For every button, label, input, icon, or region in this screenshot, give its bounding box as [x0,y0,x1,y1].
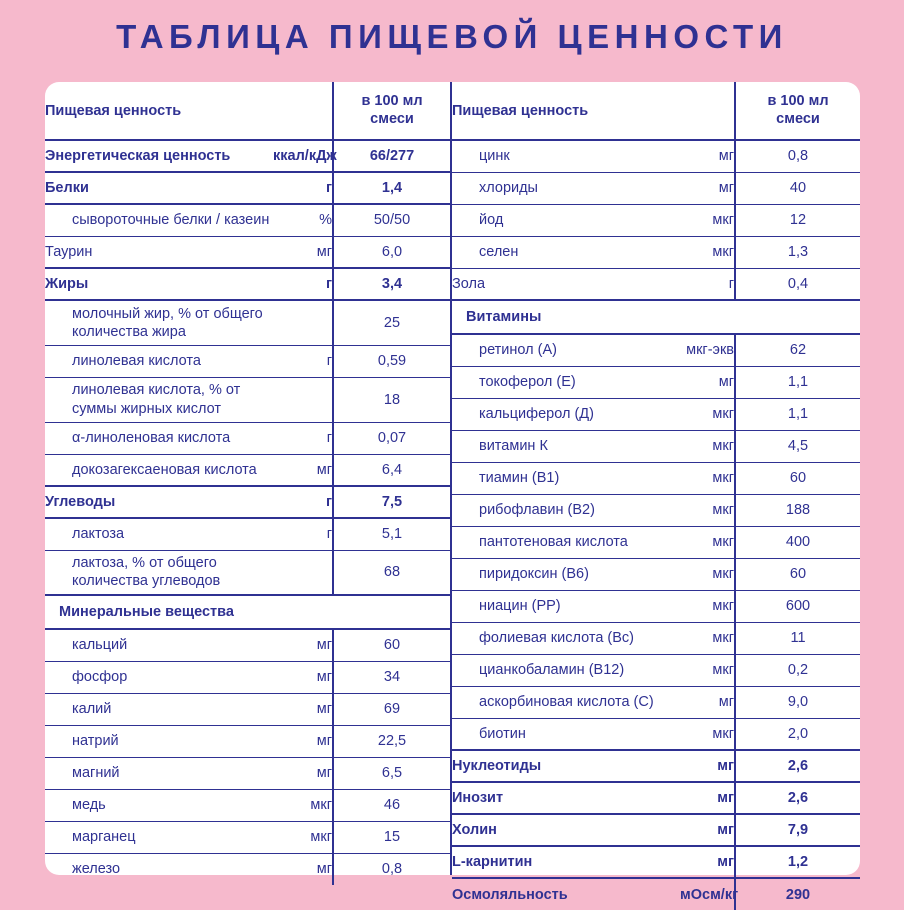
row-name-cell: α-линоленовая кислота [45,422,273,454]
row-name-cell: лактоза [45,518,273,550]
row-name-cell: цианкобаламин (В12) [452,654,680,686]
row-unit-cell: г [273,172,333,204]
row-unit-cell: мг [273,661,333,693]
row-unit-cell: мОсм/кг [680,886,739,903]
row-unit-cell: мг [273,454,333,486]
row-name-cell: цинк [452,140,680,172]
row-name-cell: докозагексаеновая кислота [45,454,273,486]
row-name-cell: сывороточные белки / казеин [45,204,273,236]
row-unit-cell: мкг [680,398,735,430]
row-value-cell: 7,9 [735,814,860,846]
row-unit-cell: мкг [680,204,735,236]
row-value-cell: 66/277 [333,140,450,172]
table-row [45,422,450,454]
row-unit-cell: мкг [680,462,735,494]
row-value-cell: 0,8 [735,140,860,172]
row-value-cell: 11 [735,622,860,654]
table-row [452,236,860,268]
row-value-cell: 25 [333,300,450,345]
row-value-cell: 1,1 [735,366,860,398]
row-unit-cell: мкг [680,526,735,558]
row-value-cell: 1,1 [735,398,860,430]
row-name-cell: фолиевая кислота (Вс) [452,622,680,654]
row-name-cell: натрий [45,725,273,757]
header-name-cell: Пищевая ценность [452,102,589,119]
table-row [45,550,450,595]
table-row [45,454,450,486]
section-header-row [452,300,860,334]
row-value-cell: 6,4 [333,454,450,486]
row-value-cell: 15 [333,821,450,853]
right-table-body [452,82,860,910]
row-name-cell: Нуклеотиды [452,750,680,782]
row-value-cell: 60 [333,629,450,661]
row-unit-cell: г [273,345,333,377]
left-table-column [45,82,450,878]
row-name-cell: Инозит [452,782,680,814]
row-unit-cell: мг [680,686,735,718]
header-name-cell: Пищевая ценность [45,102,182,119]
row-value-cell: 290 [735,878,860,910]
row-value-cell: 18 [333,377,450,422]
row-name-cell: марганец [45,821,273,853]
row-name-cell: ниацин (РР) [452,590,680,622]
row-value-cell: 400 [735,526,860,558]
row-unit-cell: мг [273,757,333,789]
row-value-cell: 5,1 [333,518,450,550]
table-row [45,518,450,550]
table-row [452,268,860,300]
row-name-cell: кальциферол (Д) [452,398,680,430]
table-row [45,345,450,377]
row-value-cell: 0,8 [333,853,450,885]
right-nutrition-table [452,82,860,910]
row-value-cell: 9,0 [735,686,860,718]
row-name-cell: рибофлавин (В2) [452,494,680,526]
table-row [452,172,860,204]
row-unit-cell: г [273,518,333,550]
row-unit-cell: мг [680,814,735,846]
row-name-cell: фосфор [45,661,273,693]
row-unit-cell [273,300,333,345]
row-value-cell: 60 [735,558,860,590]
table-row [452,462,860,494]
table-row [452,718,860,750]
row-unit-cell: ккал/кДж [273,140,333,172]
header-value-line2: смеси [370,110,414,127]
row-name-cell: L-карнитин [452,846,680,878]
row-unit-cell: мг [273,629,333,661]
row-unit-cell: мкг [273,821,333,853]
row-name-cell: ретинол (А) [452,334,680,366]
table-row [452,558,860,590]
row-name-cell: биотин [452,718,680,750]
table-header-row [45,82,450,140]
table-row [452,430,860,462]
row-value-cell: 600 [735,590,860,622]
row-name-cell: Холин [452,814,680,846]
row-value-cell: 60 [735,462,860,494]
header-value-cell [735,82,860,140]
row-name-cell: линолевая кислота, % от суммы жирных кислот [45,377,273,422]
table-row [45,140,450,172]
row-value-cell: 0,2 [735,654,860,686]
row-unit-cell: мкг [680,558,735,590]
table-row [45,486,450,518]
row-unit-cell: мкг-экв [680,334,735,366]
row-name-cell: пиридоксин (В6) [452,558,680,590]
row-value-cell: 46 [333,789,450,821]
row-name-cell: железо [72,861,121,878]
row-value-cell: 0,4 [735,268,860,300]
table-row [452,398,860,430]
right-table-column [450,82,860,903]
left-nutrition-table [45,82,450,885]
row-name-cell: витамин К [452,430,680,462]
row-unit-cell [273,550,333,595]
row-name-cell: Углеводы [45,486,273,518]
row-name-cell: линолевая кислота [45,345,273,377]
table-row [452,590,860,622]
header-unit-cell [273,82,333,140]
row-value-cell: 2,0 [735,718,860,750]
row-name-cell: магний [45,757,273,789]
row-value-cell: 69 [333,693,450,725]
header-unit-cell [680,82,735,140]
row-unit-cell: г [273,486,333,518]
table-row [452,140,860,172]
row-unit-cell: мг [680,366,735,398]
row-name-cell: йод [452,204,680,236]
section-header-label: Минеральные вещества [45,595,450,629]
row-value-cell: 68 [333,550,450,595]
table-row [45,757,450,789]
table-row [45,629,450,661]
row-unit-cell: г [273,422,333,454]
row-unit-cell: мг [273,725,333,757]
row-value-cell: 1,2 [735,846,860,878]
table-row [452,334,860,366]
row-unit-cell: г [273,268,333,300]
row-value-cell: 6,0 [333,236,450,268]
nutrition-card [45,82,860,903]
table-row [452,366,860,398]
row-value-cell: 34 [333,661,450,693]
row-name-cell: селен [452,236,680,268]
row-value-cell: 1,3 [735,236,860,268]
table-row [452,814,860,846]
row-name-cell: Зола [452,268,680,300]
header-value-line2: смеси [776,110,820,127]
row-name-cell: Белки [45,172,273,204]
left-table-body [45,82,450,885]
table-row [45,853,450,885]
row-value-cell: 62 [735,334,860,366]
table-row [45,725,450,757]
row-unit-cell: мкг [680,494,735,526]
row-unit-cell: % [273,204,333,236]
table-row [452,782,860,814]
table-row [45,693,450,725]
row-value-cell: 3,4 [333,268,450,300]
row-name-cell: пантотеновая кислота [452,526,680,558]
table-row [45,268,450,300]
table-row [452,750,860,782]
row-name-cell: аскорбиновая кислота (С) [452,686,680,718]
row-unit-cell: мкг [680,622,735,654]
row-unit-cell: мг [273,693,333,725]
table-row [452,204,860,236]
row-name-cell: калий [45,693,273,725]
table-row [452,526,860,558]
table-row [452,654,860,686]
header-value-cell [333,82,450,140]
row-unit-cell: мг [680,846,735,878]
row-unit-cell [273,377,333,422]
row-name-cell: токоферол (Е) [452,366,680,398]
row-value-cell: 0,07 [333,422,450,454]
row-name-cell: Энергетическая ценность [45,140,273,172]
row-unit-cell: мг [680,782,735,814]
row-name-cell: молочный жир, % от общего количества жира [45,300,273,345]
row-unit-cell: мкг [680,590,735,622]
row-name-cell: лактоза, % от общего количества углеводов [45,550,273,595]
row-value-cell: 12 [735,204,860,236]
row-value-cell: 4,5 [735,430,860,462]
page-title: ТАБЛИЦА ПИЩЕВОЙ ЦЕННОСТИ [116,18,788,55]
row-unit-cell: мг [273,236,333,268]
table-row [45,204,450,236]
header-value-line1: в 100 мл [767,93,829,110]
row-value-cell: 7,5 [333,486,450,518]
row-value-cell: 22,5 [333,725,450,757]
row-value-cell: 50/50 [333,204,450,236]
header-value-line1: в 100 мл [361,93,423,110]
table-row [452,622,860,654]
row-name-cell: Жиры [45,268,273,300]
row-unit-cell: мкг [680,654,735,686]
table-row [45,789,450,821]
table-row [45,300,450,345]
table-header-row [452,82,860,140]
row-unit-cell: мг [680,172,735,204]
table-row [452,878,860,910]
row-unit-cell: мкг [680,718,735,750]
row-unit-cell: мкг [273,789,333,821]
table-row [45,377,450,422]
row-value-cell: 1,4 [333,172,450,204]
row-value-cell: 40 [735,172,860,204]
row-unit-cell: мг [680,140,735,172]
table-row [45,821,450,853]
row-value-cell: 6,5 [333,757,450,789]
row-name-cell: Осмоляльность [452,886,568,903]
table-row [45,236,450,268]
table-row [45,661,450,693]
row-unit-cell: мг [680,750,735,782]
row-unit-cell: мкг [680,236,735,268]
row-value-cell: 2,6 [735,750,860,782]
row-unit-cell: г [680,268,735,300]
row-unit-cell: мкг [680,430,735,462]
table-row [452,846,860,878]
row-name-cell: медь [45,789,273,821]
table-row [452,686,860,718]
row-unit-cell: мг [316,861,332,878]
table-row [45,172,450,204]
row-value-cell: 0,59 [333,345,450,377]
table-row [452,494,860,526]
row-name-cell: хлориды [452,172,680,204]
row-name-cell: Таурин [45,236,273,268]
row-value-cell: 188 [735,494,860,526]
row-name-cell: тиамин (В1) [452,462,680,494]
section-header-label: Витамины [452,300,860,334]
row-value-cell: 2,6 [735,782,860,814]
row-name-cell: кальций [45,629,273,661]
section-header-row [45,595,450,629]
